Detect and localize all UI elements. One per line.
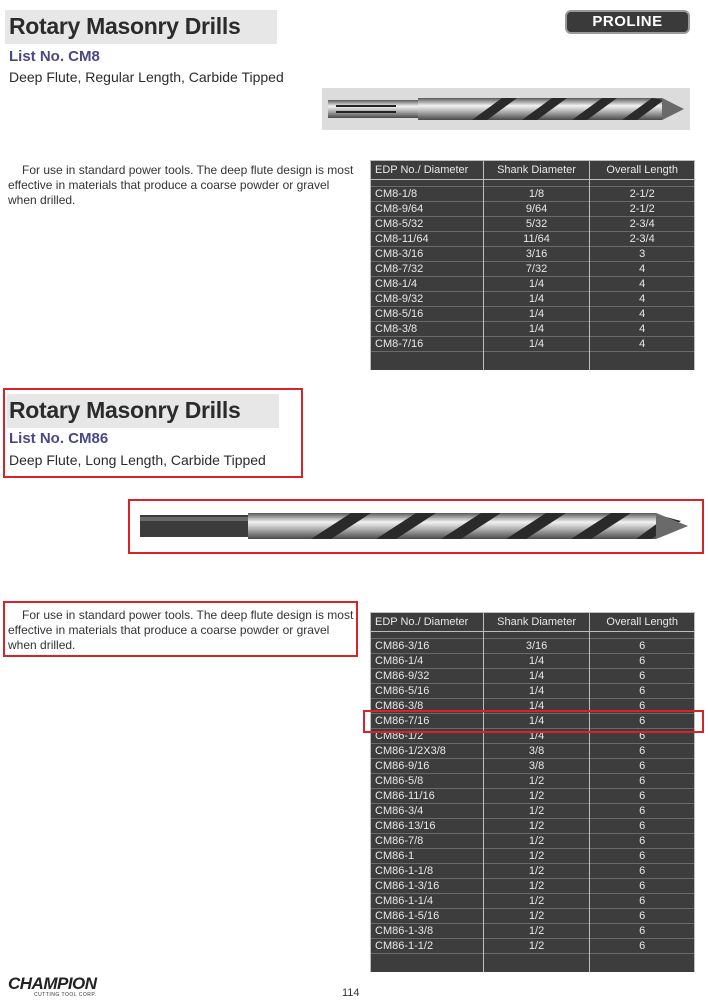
table-row	[371, 804, 695, 819]
section1-list-number: List No. CM8	[9, 48, 100, 65]
page-number: 114	[342, 987, 360, 999]
section2-list-number: List No. CM86	[9, 430, 109, 447]
table-footer-row	[371, 954, 695, 973]
edp-cell: CM8-3/16	[371, 247, 484, 262]
table-row	[371, 894, 695, 909]
section1-title: Rotary Masonry Drills	[9, 13, 241, 39]
length-cell: 6	[590, 699, 695, 714]
length-cell: 6	[590, 864, 695, 879]
champion-logo: CHAMPION	[8, 974, 97, 993]
length-cell: 6	[590, 729, 695, 744]
length-cell: 4	[590, 277, 695, 292]
section2-subtitle: Deep Flute, Long Length, Carbide Tipped	[9, 452, 266, 468]
table-row	[371, 939, 695, 954]
edp-cell: CM86-1-1/4	[371, 894, 484, 909]
edp-cell: CM86-1-1/2	[371, 939, 484, 954]
shank-cell: 1/2	[483, 879, 590, 894]
length-cell: 2-3/4	[590, 232, 695, 247]
shank-cell: 1/2	[483, 774, 590, 789]
edp-cell: CM86-1/2X3/8	[371, 744, 484, 759]
table-row	[371, 924, 695, 939]
table-row	[371, 774, 695, 789]
shank-cell: 1/2	[483, 789, 590, 804]
length-cell: 4	[590, 322, 695, 337]
length-cell: 2-3/4	[590, 217, 695, 232]
shank-cell: 1/2	[483, 834, 590, 849]
length-cell: 6	[590, 714, 695, 729]
edp-cell: CM86-5/8	[371, 774, 484, 789]
column-header-length: Overall Length	[590, 161, 695, 180]
table-row	[371, 232, 695, 247]
table-row	[371, 202, 695, 217]
shank-cell: 3/16	[483, 247, 590, 262]
length-cell: 6	[590, 924, 695, 939]
table-row	[371, 277, 695, 292]
length-cell: 4	[590, 337, 695, 352]
edp-cell: CM8-7/16	[371, 337, 484, 352]
length-cell: 2-1/2	[590, 202, 695, 217]
edp-cell: CM8-1/4	[371, 277, 484, 292]
section2-title: Rotary Masonry Drills	[9, 397, 241, 423]
shank-cell: 1/2	[483, 909, 590, 924]
length-cell: 6	[590, 894, 695, 909]
length-cell: 6	[590, 639, 695, 654]
table-row	[371, 744, 695, 759]
length-cell: 6	[590, 804, 695, 819]
highlighted-row-box	[363, 710, 704, 733]
edp-cell: CM86-13/16	[371, 819, 484, 834]
edp-cell: CM86-1-3/8	[371, 924, 484, 939]
edp-cell: CM8-9/32	[371, 292, 484, 307]
column-header-edp: EDP No./ Diameter	[371, 613, 484, 632]
table-row	[371, 819, 695, 834]
length-cell: 6	[590, 759, 695, 774]
shank-cell: 1/4	[483, 654, 590, 669]
shank-cell: 3/16	[483, 639, 590, 654]
column-header-edp: EDP No./ Diameter	[371, 161, 484, 180]
table-row	[371, 879, 695, 894]
shank-cell: 1/4	[483, 684, 590, 699]
edp-cell: CM86-3/4	[371, 804, 484, 819]
table-row	[371, 187, 695, 202]
drill-image-regular	[322, 88, 690, 130]
length-cell: 6	[590, 744, 695, 759]
length-cell: 6	[590, 684, 695, 699]
shank-cell: 11/64	[483, 232, 590, 247]
edp-cell: CM86-1/2	[371, 729, 484, 744]
drill-image-long	[136, 505, 696, 547]
edp-cell: CM86-9/16	[371, 759, 484, 774]
proline-logo: PROLINE	[565, 10, 690, 34]
edp-cell: CM86-1-3/16	[371, 879, 484, 894]
shank-cell: 1/2	[483, 864, 590, 879]
length-cell: 4	[590, 262, 695, 277]
shank-cell: 1/2	[483, 819, 590, 834]
table-row	[371, 864, 695, 879]
table-row	[371, 322, 695, 337]
table-row	[371, 849, 695, 864]
edp-cell: CM8-9/64	[371, 202, 484, 217]
edp-cell: CM86-9/32	[371, 669, 484, 684]
edp-cell: CM86-1	[371, 849, 484, 864]
edp-cell: CM86-1/4	[371, 654, 484, 669]
shank-cell: 1/4	[483, 729, 590, 744]
shank-cell: 1/4	[483, 714, 590, 729]
edp-cell: CM86-3/8	[371, 699, 484, 714]
length-cell: 4	[590, 307, 695, 322]
shank-cell: 5/32	[483, 217, 590, 232]
section1-subtitle: Deep Flute, Regular Length, Carbide Tipped	[9, 69, 284, 85]
shank-cell: 1/4	[483, 322, 590, 337]
shank-cell: 1/2	[483, 924, 590, 939]
shank-cell: 3/8	[483, 759, 590, 774]
edp-cell: CM86-5/16	[371, 684, 484, 699]
shank-cell: 9/64	[483, 202, 590, 217]
length-cell: 3	[590, 247, 695, 262]
column-header-shank: Shank Diameter	[483, 161, 590, 180]
shank-cell: 1/2	[483, 894, 590, 909]
edp-cell: CM86-11/16	[371, 789, 484, 804]
shank-cell: 1/2	[483, 804, 590, 819]
length-cell: 6	[590, 879, 695, 894]
table-row	[371, 307, 695, 322]
table-spacer-row	[371, 180, 695, 187]
table-row	[371, 639, 695, 654]
length-cell: 6	[590, 774, 695, 789]
shank-cell: 1/8	[483, 187, 590, 202]
length-cell: 2-1/2	[590, 187, 695, 202]
section1-description: For use in standard power tools. The deep flute design is most effective in materials that produce a coarse powder or gravel when drilled.	[8, 163, 354, 207]
shank-cell: 1/4	[483, 277, 590, 292]
edp-cell: CM86-3/16	[371, 639, 484, 654]
table-row	[371, 217, 695, 232]
shank-cell: 1/4	[483, 307, 590, 322]
edp-cell: CM8-11/64	[371, 232, 484, 247]
table-row	[371, 654, 695, 669]
length-cell: 6	[590, 849, 695, 864]
edp-cell: CM86-7/16	[371, 714, 484, 729]
edp-cell: CM8-5/16	[371, 307, 484, 322]
shank-cell: 3/8	[483, 744, 590, 759]
champion-logo-tagline: CUTTING TOOL CORP.	[34, 992, 97, 998]
length-cell: 6	[590, 834, 695, 849]
table-row	[371, 262, 695, 277]
table-spacer-row	[371, 632, 695, 639]
column-header-shank: Shank Diameter	[483, 613, 590, 632]
edp-cell: CM8-5/32	[371, 217, 484, 232]
length-cell: 6	[590, 654, 695, 669]
shank-cell: 7/32	[483, 262, 590, 277]
shank-cell: 1/4	[483, 292, 590, 307]
table-row	[371, 292, 695, 307]
edp-cell: CM8-3/8	[371, 322, 484, 337]
shank-cell: 1/2	[483, 939, 590, 954]
table-row	[371, 909, 695, 924]
length-cell: 6	[590, 789, 695, 804]
edp-cell: CM8-1/8	[371, 187, 484, 202]
table-row	[371, 669, 695, 684]
table-row	[371, 789, 695, 804]
column-header-length: Overall Length	[590, 613, 695, 632]
edp-cell: CM86-1-5/16	[371, 909, 484, 924]
length-cell: 4	[590, 292, 695, 307]
shank-cell: 1/2	[483, 849, 590, 864]
table-row	[371, 834, 695, 849]
edp-cell: CM8-7/32	[371, 262, 484, 277]
length-cell: 6	[590, 939, 695, 954]
section2-spec-table	[370, 612, 695, 972]
table-row	[371, 759, 695, 774]
shank-cell: 1/4	[483, 337, 590, 352]
table-footer-row	[371, 352, 695, 371]
length-cell: 6	[590, 909, 695, 924]
edp-cell: CM86-7/8	[371, 834, 484, 849]
table-row	[371, 247, 695, 262]
length-cell: 6	[590, 669, 695, 684]
table-row	[371, 684, 695, 699]
shank-cell: 1/4	[483, 699, 590, 714]
length-cell: 6	[590, 819, 695, 834]
section1-spec-table	[370, 160, 695, 370]
table-row	[371, 337, 695, 352]
edp-cell: CM86-1-1/8	[371, 864, 484, 879]
section2-description: For use in standard power tools. The deep flute design is most effective in materials that produce a coarse powder or gravel when drilled.	[8, 608, 354, 652]
shank-cell: 1/4	[483, 669, 590, 684]
